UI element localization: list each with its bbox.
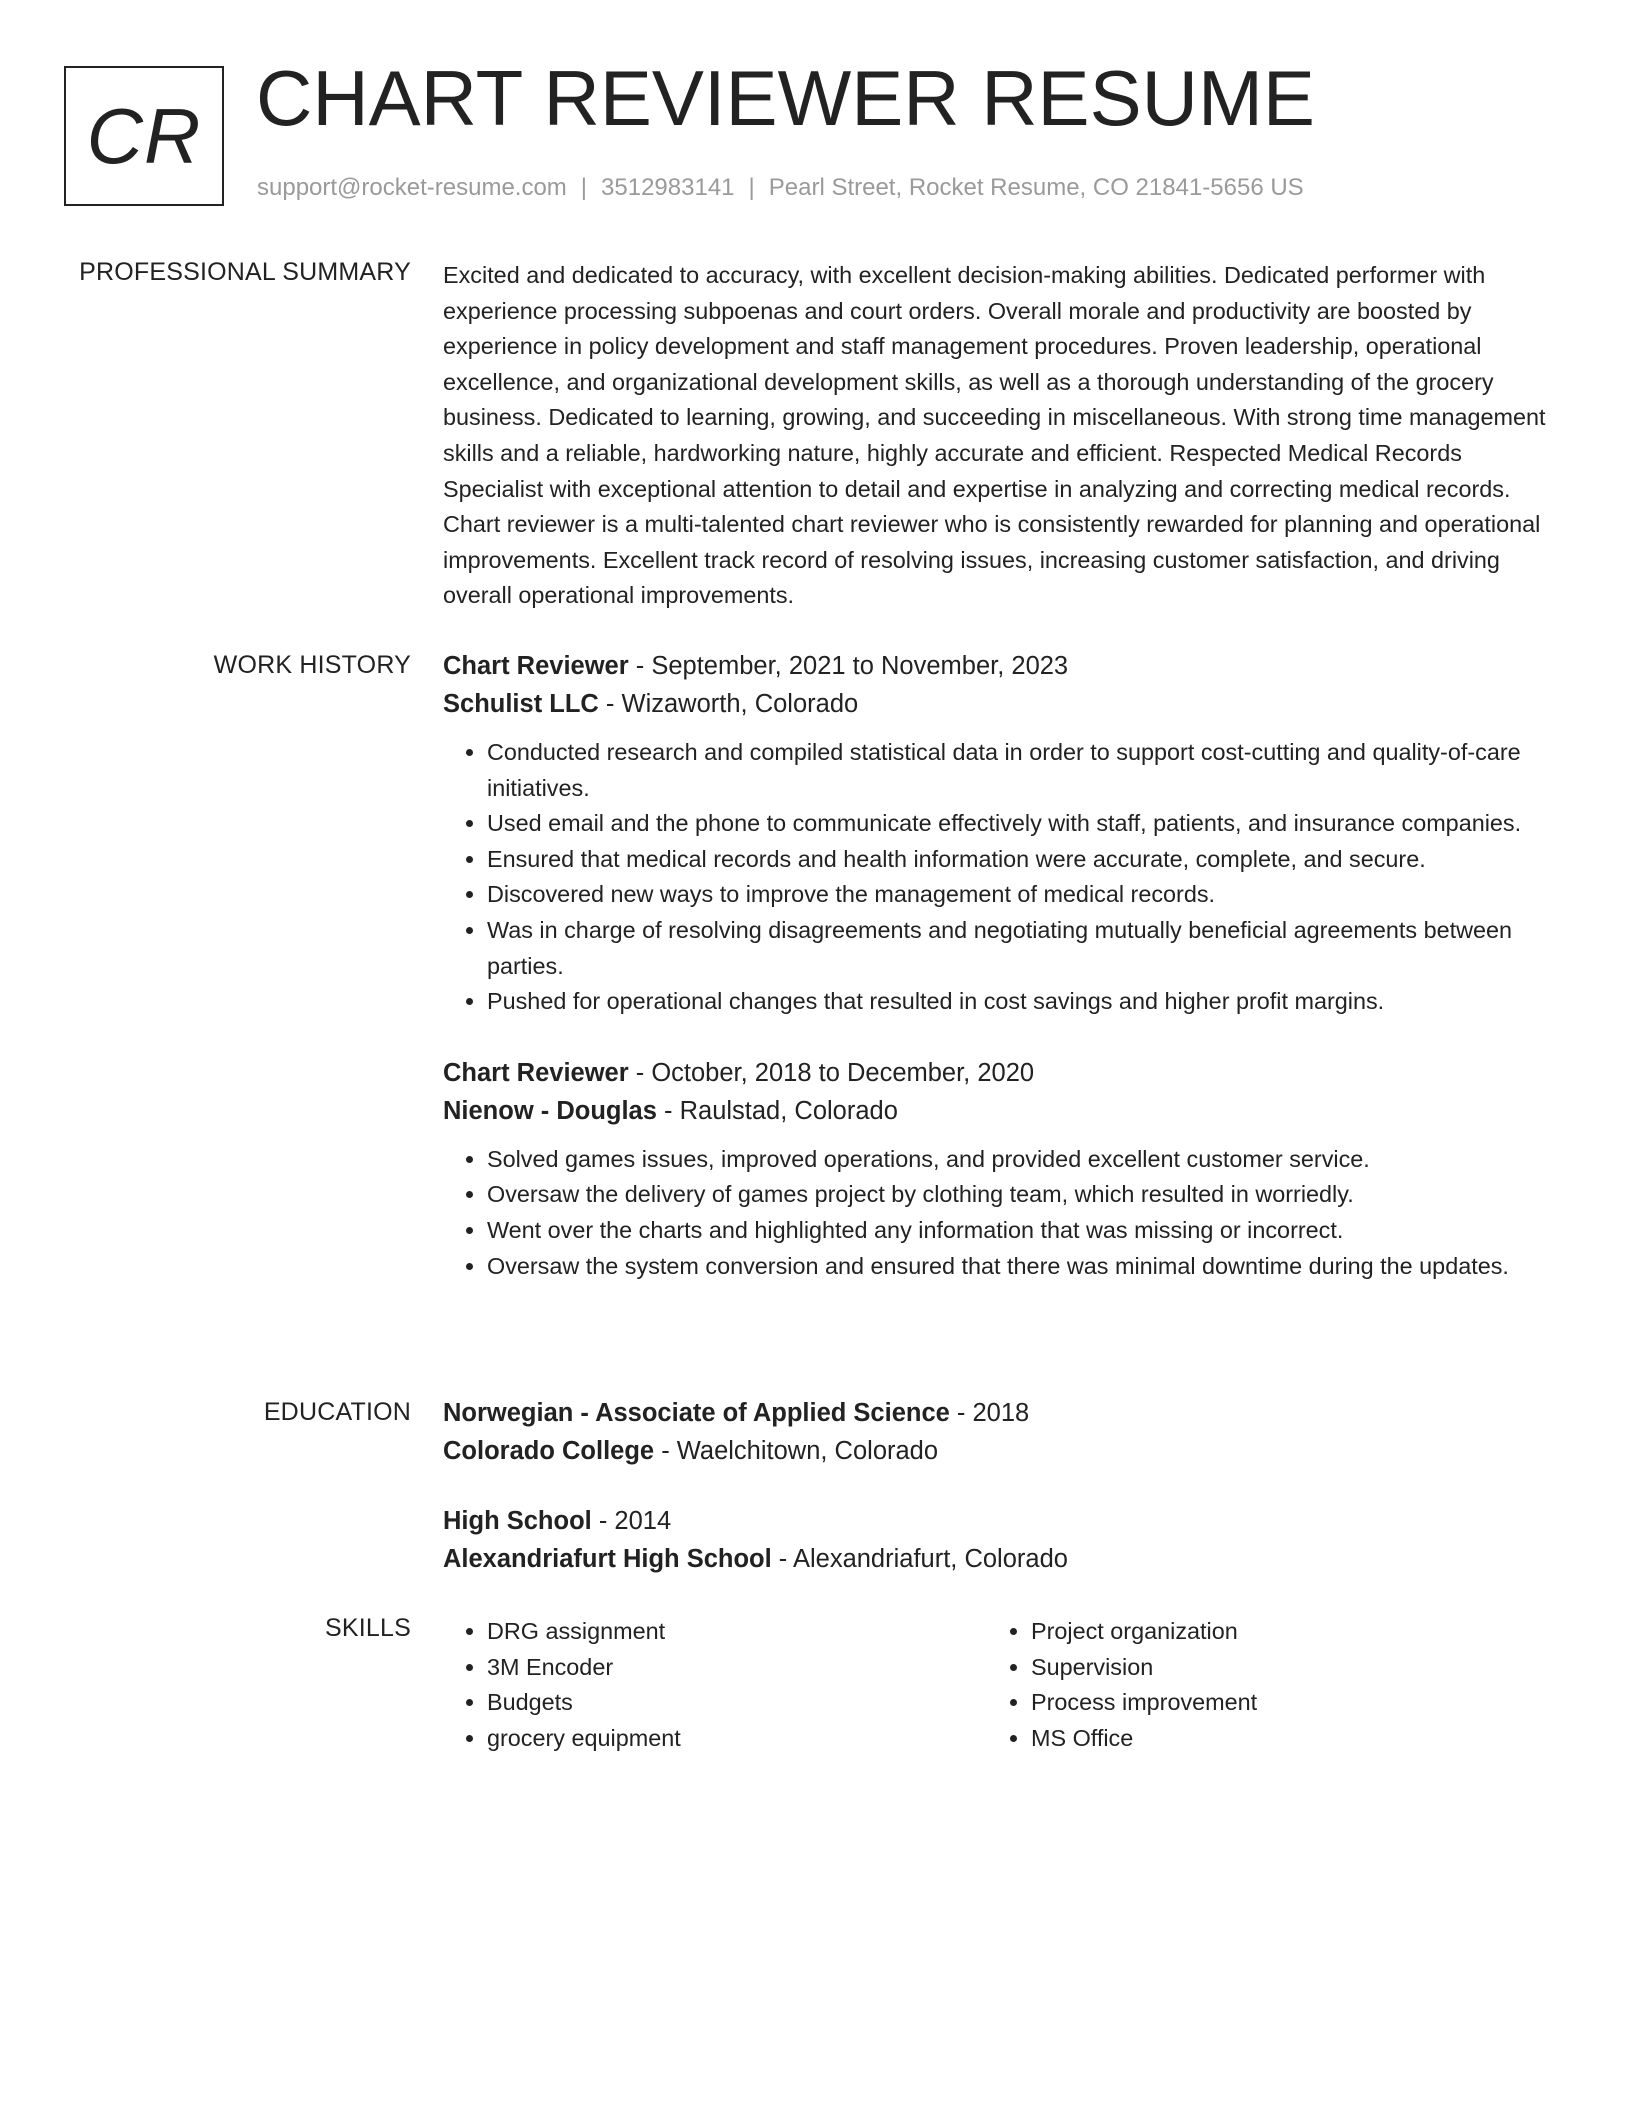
job-company: Schulist LLC [443, 690, 599, 718]
education-year: - 2018 [949, 1399, 1030, 1427]
section-label-education: EDUCATION [263, 1398, 411, 1426]
section-label-skills: SKILLS [325, 1614, 411, 1642]
monogram-initials: CR [86, 91, 202, 180]
list-item: • Conducted research and compiled statistical data in order to support cost-cutting and quality-of-care initiatives. [487, 735, 1555, 806]
job-location: - Wizaworth, Colorado [598, 690, 859, 718]
education-location: - Alexandriafurt, Colorado [771, 1545, 1068, 1573]
list-item: • DRG assignment [487, 1614, 987, 1650]
job-title: Chart Reviewer [443, 1058, 629, 1087]
education-entry [443, 1394, 1555, 1470]
education-degree: Norwegian - Associate of Applied Science [443, 1399, 950, 1427]
job-title: Chart Reviewer [443, 652, 629, 680]
job-location: - Raulstad, Colorado [656, 1096, 898, 1125]
education-degree-line [443, 1394, 1555, 1432]
job-dates: - September, 2021 to November, 2023 [628, 652, 1069, 680]
list-item: • grocery equipment [487, 1721, 987, 1757]
education-location: - Waelchitown, Colorado [654, 1437, 939, 1465]
contact-email: support@rocket-resume.com [257, 174, 567, 201]
skills-list-left [443, 1614, 987, 1756]
job-duties-list [443, 735, 1555, 1020]
summary-body [443, 258, 1555, 614]
education-school: Alexandriafurt High School [443, 1545, 772, 1573]
job-title-line [443, 647, 1555, 685]
education-degree: High School [443, 1507, 592, 1535]
section-label-work: WORK HISTORY [213, 651, 411, 679]
job-title-line [443, 1054, 1555, 1092]
contact-separator: | [580, 174, 588, 201]
list-item: • Discovered new ways to improve the management of medical records. [487, 877, 1555, 913]
job-entry [443, 1054, 1555, 1284]
resume-title: CHART REVIEWER RESUME [256, 54, 1315, 142]
contact-line [257, 174, 1304, 202]
list-item: • Used email and the phone to communicate effectively with staff, patients, and insurance companies. [487, 806, 1555, 842]
job-company-line [443, 1092, 1555, 1130]
job-duties-list [443, 1142, 1555, 1284]
contact-address: Pearl Street, Rocket Resume, CO 21841-5656 US [768, 174, 1304, 201]
list-item: • Ensured that medical records and health information were accurate, complete, and secure. [487, 842, 1555, 878]
skills-list-right [987, 1614, 1531, 1756]
list-item: • Project organization [1031, 1614, 1531, 1650]
contact-phone: 3512983141 [601, 174, 735, 201]
list-item: • 3M Encoder [487, 1650, 987, 1686]
job-company-line [443, 685, 1555, 723]
education-school-line [443, 1540, 1555, 1578]
monogram-box [64, 66, 224, 206]
work-history-body [443, 647, 1555, 1284]
skills-body [443, 1614, 1555, 1756]
education-degree-line [443, 1502, 1555, 1540]
list-item: • Oversaw the system conversion and ensured that there was minimal downtime during the updates. [487, 1249, 1555, 1285]
list-item: • MS Office [1031, 1721, 1531, 1757]
list-item: • Budgets [487, 1685, 987, 1721]
list-item: • Solved games issues, improved operations, and provided excellent customer service. [487, 1142, 1555, 1178]
list-item: • Supervision [1031, 1650, 1531, 1686]
education-body [443, 1394, 1555, 1578]
education-year: - 2014 [591, 1507, 672, 1535]
job-dates: - October, 2018 to December, 2020 [628, 1058, 1035, 1087]
education-school: Colorado College [443, 1437, 655, 1465]
education-entry [443, 1502, 1555, 1578]
list-item: • Pushed for operational changes that resulted in cost savings and higher profit margins. [487, 984, 1555, 1020]
skills-columns [443, 1614, 1555, 1756]
list-item: • Went over the charts and highlighted any information that was missing or incorrect. [487, 1213, 1555, 1249]
summary-text: Excited and dedicated to accuracy, with excellent decision-making abilities. Dedicated performer with experience processing subpoenas and court orders. Overall morale and productivity are boosted by experience in policy development and staff management procedures. Proven leadership, operational excellence, and organizational development skills, as well as a thorough understanding of the grocery business. Dedicated to learning, growing, and succeeding in miscellaneous. With strong time management skills and a reliable, hardworking nature, highly accurate and efficient. Respected Medical Records Specialist with exceptional attention to detail and expertise in analyzing and correcting medical records. Chart reviewer is a multi-talented chart reviewer who is consistently rewarded for planning and operational improvements. Excellent track record of resolving issues, increasing customer satisfaction, and driving overall operational improvements. [443, 262, 1546, 609]
section-label-summary: PROFESSIONAL SUMMARY [79, 258, 411, 286]
job-entry [443, 647, 1555, 1020]
job-company: Nienow - Douglas [443, 1096, 657, 1125]
list-item: • Oversaw the delivery of games project by clothing team, which resulted in worriedly. [487, 1177, 1555, 1213]
contact-separator: | [748, 174, 755, 201]
list-item: • Process improvement [1031, 1685, 1531, 1721]
list-item: • Was in charge of resolving disagreements and negotiating mutually beneficial agreements between parties. [487, 913, 1555, 984]
education-school-line [443, 1432, 1555, 1470]
